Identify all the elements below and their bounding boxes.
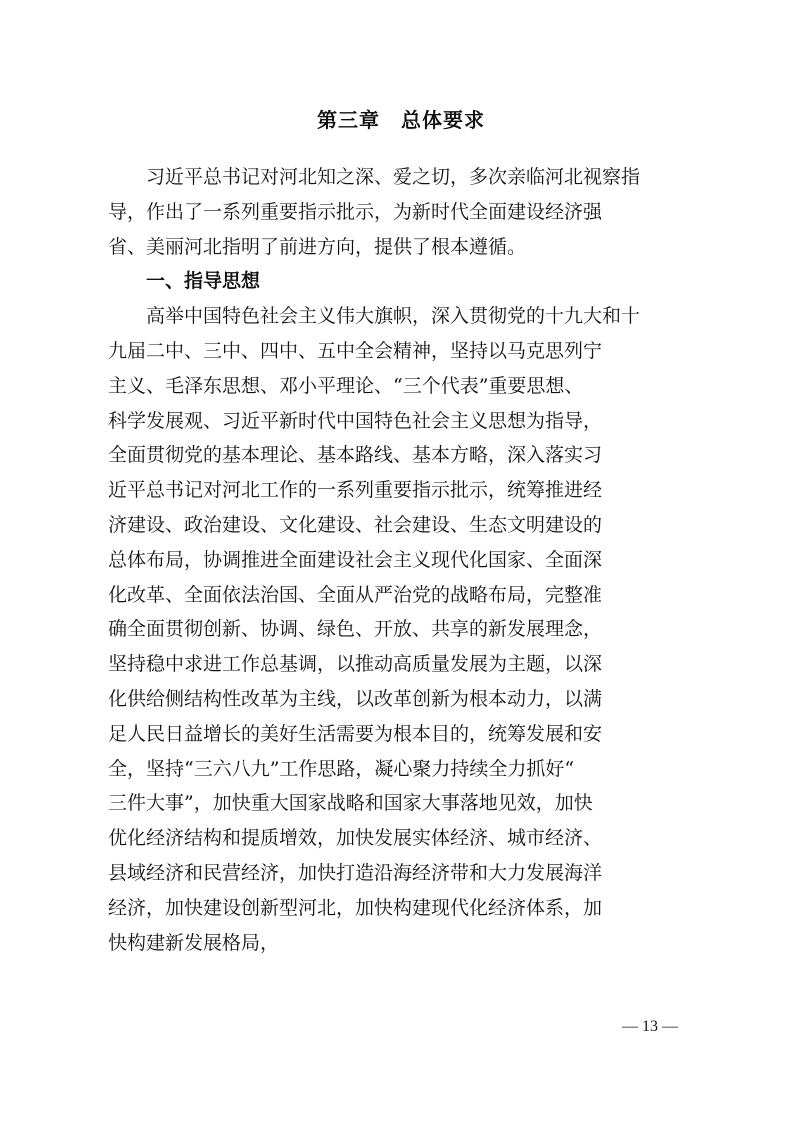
- text-line: 全，坚持“三六八九”工作思路，凝心聚力持续全力抓好“: [108, 757, 575, 780]
- text-line: 县域经济和民营经济，加快打造沿海经济带和大力发展海洋: [108, 861, 603, 884]
- text-line: 省、美丽河北指明了前进方向，提供了根本遵循。: [108, 235, 527, 258]
- text-line: 习近平总书记对河北知之深、爱之切，多次亲临河北视察指: [146, 166, 641, 188]
- document-page: [108, 104, 694, 960]
- text-line: 九届二中、三中、四中、五中全会精神，坚持以马克思列宁: [108, 339, 603, 362]
- text-line: 优化经济结构和提质增效，加快发展实体经济、城市经济、: [108, 827, 603, 850]
- text-line: 科学发展观、习近平新时代中国特色社会主义思想为指导，: [108, 409, 603, 432]
- section-heading: 一、指导思想: [146, 270, 261, 293]
- text-line: 济建设、政治建设、文化建设、社会建设、生态文明建设的: [108, 513, 603, 536]
- text-line: 经济，加快建设创新型河北，加快构建现代化经济体系，加: [108, 896, 603, 919]
- text-line: 近平总书记对河北工作的一系列重要指示批示，统筹推进经: [108, 479, 603, 502]
- body-paragraph: [108, 299, 694, 960]
- text-line: 化供给侧结构性改革为主线，以改革创新为根本动力，以满: [108, 687, 603, 710]
- chapter-title: 第三章 总体要求: [317, 108, 485, 132]
- text-line: 高举中国特色社会主义伟大旗帜，深入贯彻党的十九大和十: [146, 305, 641, 328]
- text-line: 导，作出了一系列重要指示批示，为新时代全面建设经济强: [108, 200, 603, 223]
- text-line: 总体布局，协调推进全面建设社会主义现代化国家、全面深: [108, 548, 603, 571]
- text-line: 三件大事”，加快重大国家战略和国家大事落地见效，加快: [108, 792, 593, 815]
- text-line: 快构建新发展格局，: [108, 931, 280, 954]
- page-number: — 13 —: [622, 1018, 678, 1035]
- text-line: 确全面贯彻创新、协调、绿色、开放、共享的新发展理念，: [108, 618, 603, 641]
- intro-paragraph: [108, 160, 694, 264]
- text-line: 坚持稳中求进工作总基调，以推动高质量发展为主题，以深: [108, 653, 603, 676]
- text-line: 化改革、全面依法治国、全面从严治党的战略布局，完整准: [108, 583, 603, 606]
- text-line: 全面贯彻党的基本理论、基本路线、基本方略，深入落实习: [108, 444, 603, 467]
- text-line: 主义、毛泽东思想、邓小平理论、“三个代表”重要思想、: [108, 374, 584, 397]
- text-line: 足人民日益增长的美好生活需要为根本目的，统筹发展和安: [108, 722, 603, 745]
